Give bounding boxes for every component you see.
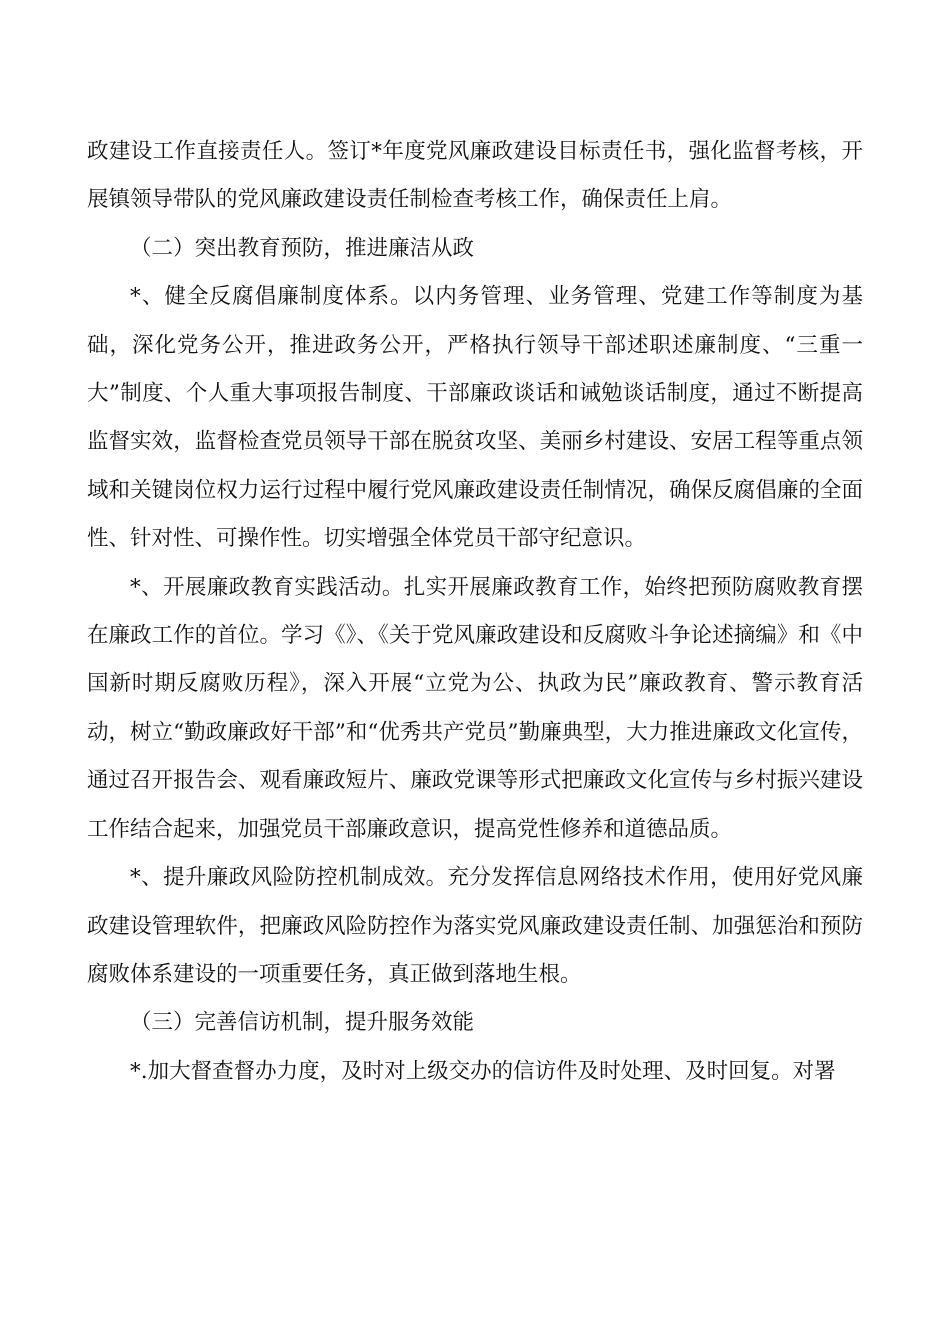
document-body [87,128,863,1096]
paragraph-petition-supervision: *.加大督查督办力度，及时对上级交办的信访件及时处理、及时回复。对署 [130,1058,836,1084]
paragraph-integrity-education: *、开展廉政教育实践活动。扎实开展廉政教育工作，始终把预防腐败教育摆在廉政工作的首位。学习《》、《关于党风廉政建设和反腐败斗争论述摘编》和《中国新时期反腐败历程》，深入开展“立党为公、执政为民”廉政教育、警示教育活动，树立“勤政廉政好干部”和“优秀共产党员”勤廉典型，大力推进廉政文化宣传，通过召开报告会、观看廉政短片、廉政党课等形式把廉政文化宣传与乡村振兴建设工作结合起来，加强党员干部廉政意识，提高党性修养和道德品质。 [87,574,863,842]
paragraph-anticorruption-system: *、健全反腐倡廉制度体系。以内务管理、业务管理、党建工作等制度为基础，深化党务公开，推进政务公开，严格执行领导干部述职述廉制度、“三重一大”制度、个人重大事项报告制度、干部廉政谈话和诫勉谈话制度，通过不断提高监督实效，监督检查党员领导干部在脱贫攻坚、美丽乡村建设、安居工程等重点领域和关键岗位权力运行过程中履行党风廉政建设责任制情况，确保反腐倡廉的全面性、针对性、可操作性。切实增强全体党员干部守纪意识。 [87,284,863,552]
section-heading-2: （二）突出教育预防，推进廉洁从政 [130,235,475,261]
section-heading-3: （三）完善信访机制，提升服务效能 [130,1010,475,1036]
paragraph-continuation: 政建设工作直接责任人。签订*年度党风廉政建设目标责任书，强化监督考核，开展镇领导带队的党风廉政建设责任制检查考核工作，确保责任上肩。 [87,139,863,213]
paragraph-risk-control: *、提升廉政风险防控机制成效。充分发挥信息网络技术作用，使用好党风廉政建设管理软件，把廉政风险防控作为落实党风廉政建设责任制、加强惩治和预防腐败体系建设的一项重要任务，真正做到落地生根。 [87,865,863,987]
